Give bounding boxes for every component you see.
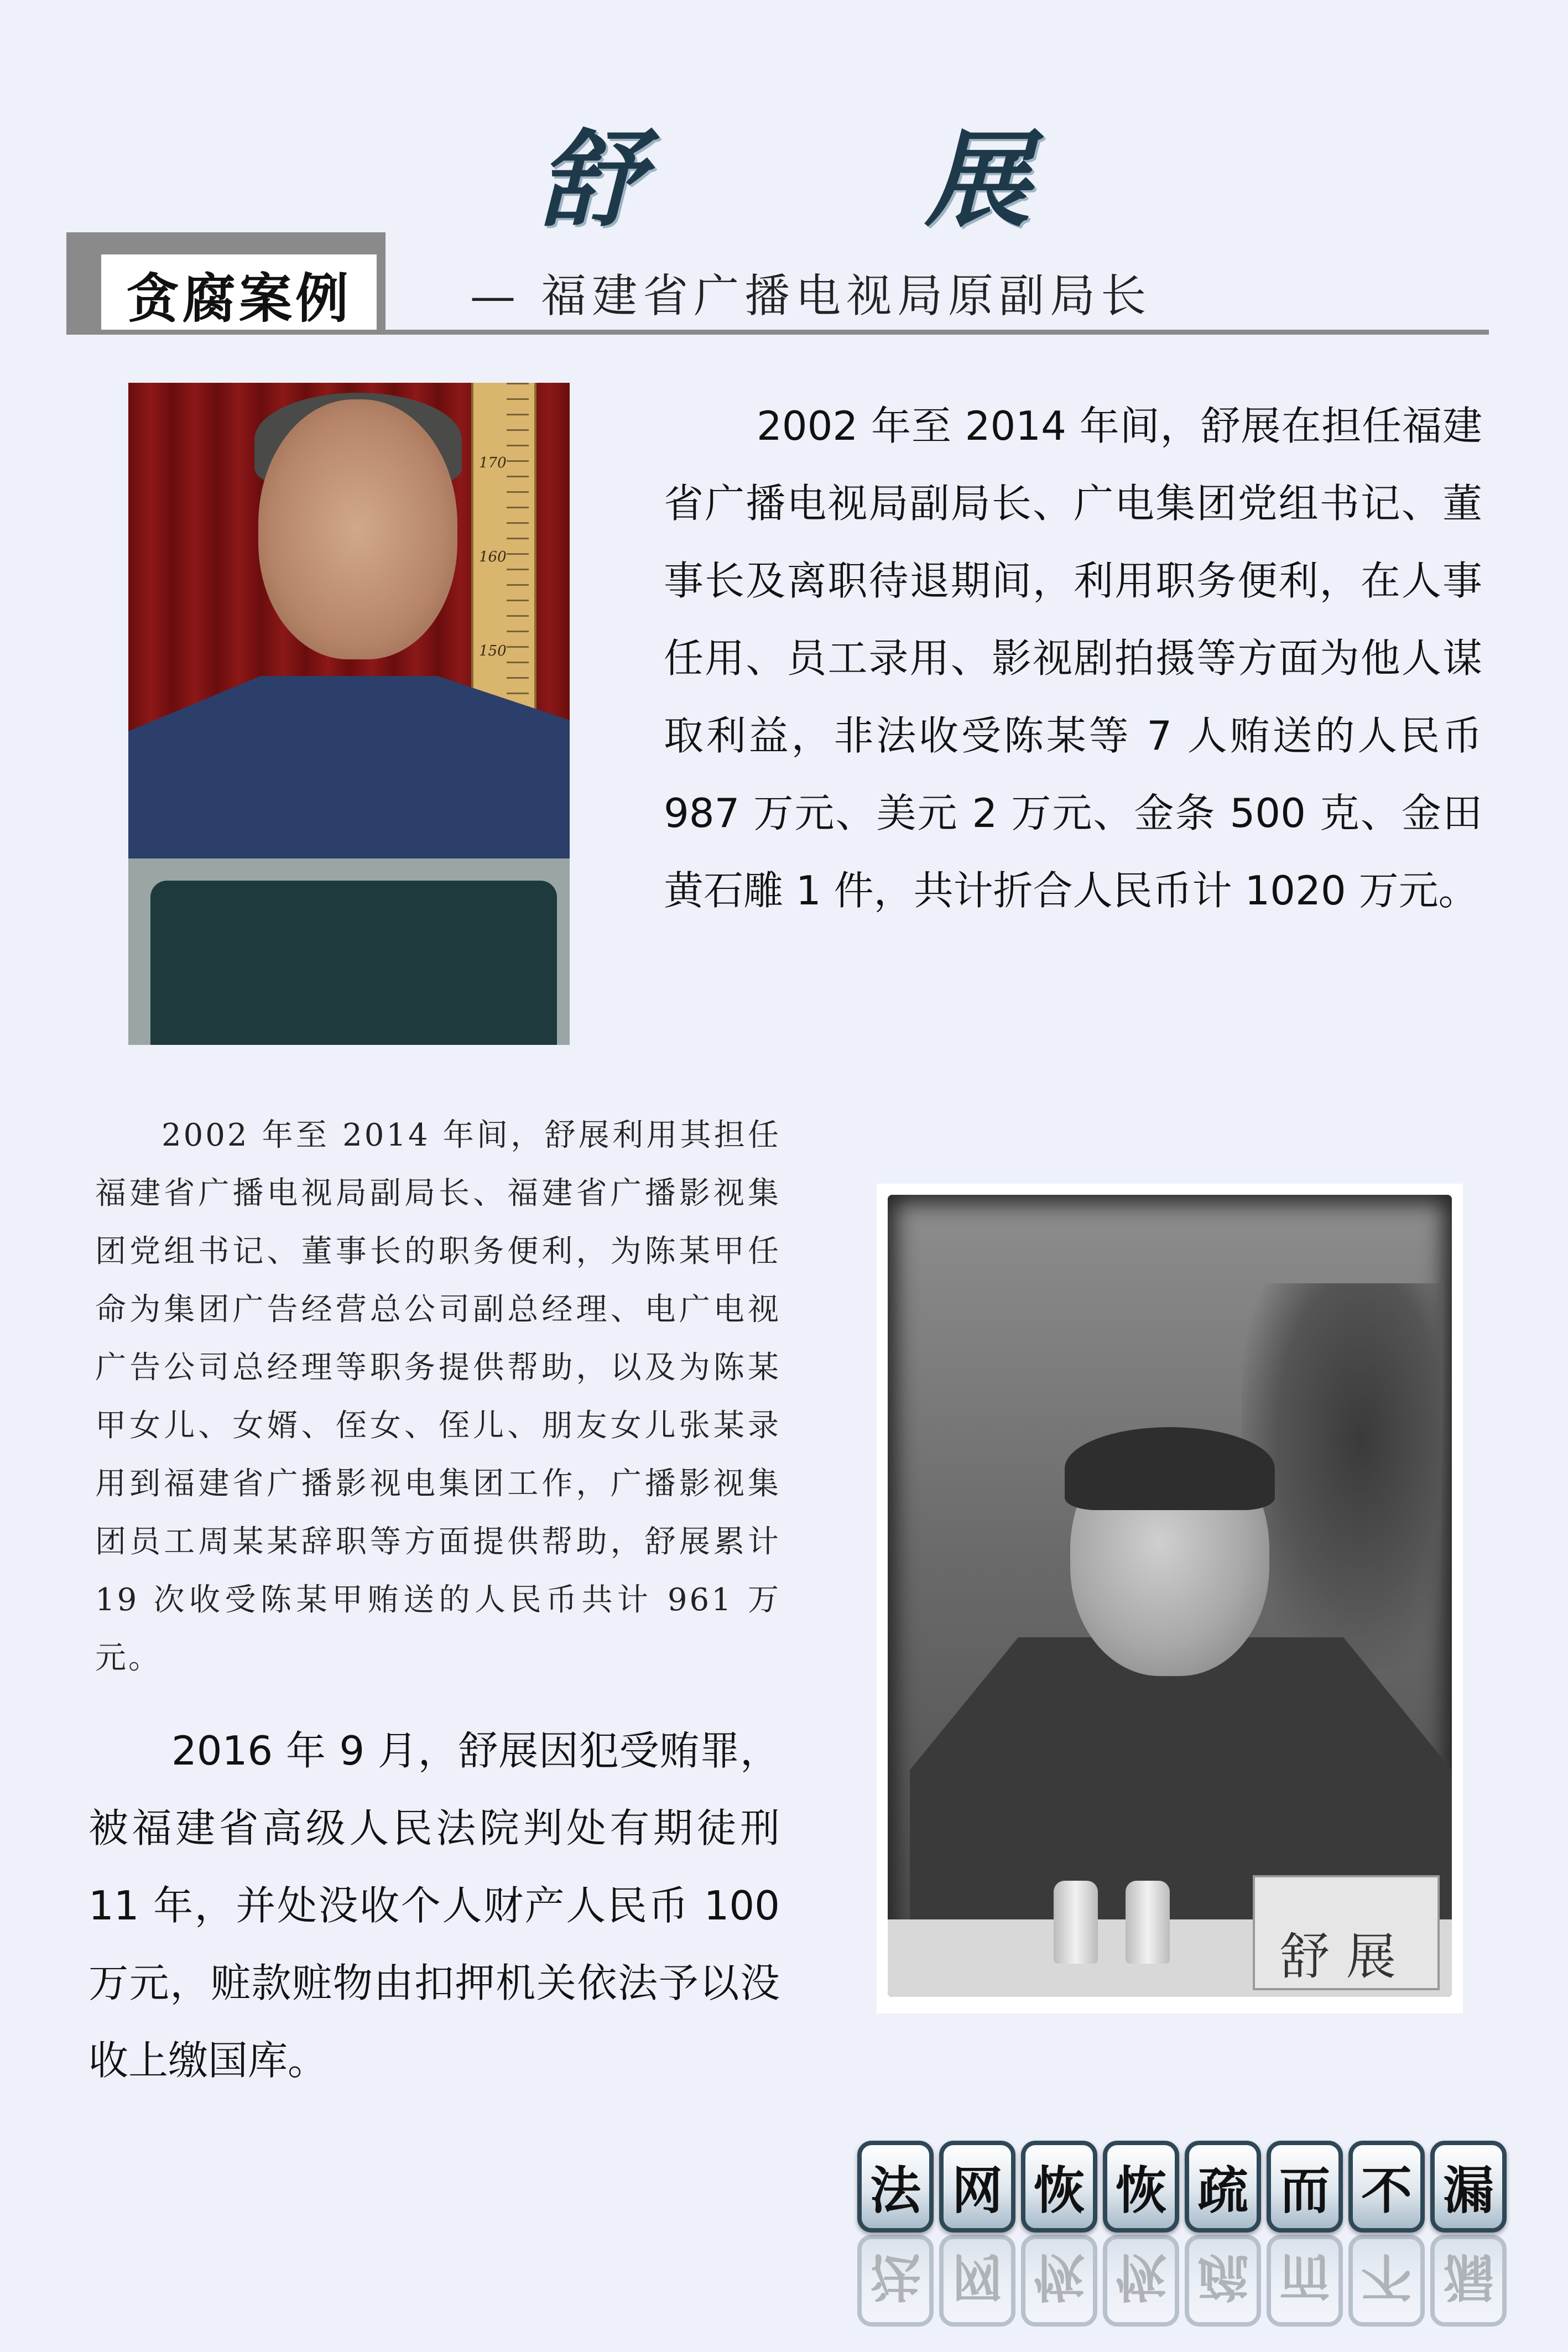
page-title: 舒 展	[538, 118, 1119, 241]
slogan-reflection-char: 法	[857, 2235, 934, 2327]
conference-photo	[877, 1184, 1463, 2013]
paragraph-verdict: 2016 年 9 月，舒展因犯受贿罪，被福建省高级人民法院判处有期徒刑 11 年，并处没收个人财产人民币 100 万元，赃款赃物由扣押机关依法予以没收上缴国库。	[88, 1727, 780, 2084]
mugshot-board-screen	[150, 881, 557, 1045]
slogan-char: 法	[857, 2141, 934, 2233]
mugshot-board	[128, 858, 570, 1045]
mugshot-photo	[128, 383, 570, 1045]
paragraph-details: 2002 年至 2014 年间，舒展利用其担任福建省广播电视局副局长、福建省广播影视集团党组书记、董事长的职务便利，为陈某甲任命为集团广告经营总公司副总经理、电广电视广告公司总经理等职务提供帮助，以及为陈某甲女儿、女婿、侄女、侄儿、朋友女儿张某录用到福建省广播影视电集团工作，广播影视集团员工周某某辞职等方面提供帮助，舒展累计 19 次收受陈某甲贿送的人民币共计 961 万元。	[95, 1117, 781, 1676]
slogan-reflection-char: 不	[1348, 2235, 1425, 2327]
slogan	[857, 2141, 1507, 2233]
slogan-char: 疏	[1185, 2141, 1261, 2233]
slogan-reflection-char: 疏	[1185, 2235, 1261, 2327]
slogan-reflection-char: 漏	[1430, 2235, 1507, 2327]
slogan-reflection-char: 恢	[1021, 2235, 1097, 2327]
ruler-mark: 170	[479, 455, 507, 471]
water-bottle	[1126, 1881, 1170, 1964]
photo-frame	[888, 1195, 1452, 1997]
slogan-char: 恢	[1021, 2141, 1097, 2233]
header-divider	[66, 330, 1489, 335]
slogan-char: 而	[1267, 2141, 1343, 2233]
slogan-char: 不	[1348, 2141, 1425, 2233]
water-bottle	[1054, 1881, 1098, 1964]
ruler-mark: 150	[479, 643, 507, 659]
person-hair	[1065, 1427, 1275, 1510]
slogan-char: 漏	[1430, 2141, 1507, 2233]
slogan-reflection	[857, 2235, 1507, 2327]
header-tag	[66, 232, 386, 335]
slogan-reflection-char: 网	[939, 2235, 1015, 2327]
ruler-mark: 160	[479, 549, 507, 565]
slogan-char: 恢	[1103, 2141, 1179, 2233]
slogan-reflection-char: 恢	[1103, 2235, 1179, 2327]
slogan-char: 网	[939, 2141, 1015, 2233]
slogan-reflection-char: 而	[1267, 2235, 1343, 2327]
paragraph-summary: 2002 年至 2014 年间，舒展在担任福建省广播电视局副局长、广电集团党组书记、董事长及离职待退期间，利用职务便利，在人事任用、员工录用、影视剧拍摄等方面为他人谋取利益，非法收受陈某等 7 人贿送的人民币 987 万元、美元 2 万元、金条 500 克、金田黄石雕 1 件，共计折合人民币计 1020 万元。	[664, 403, 1482, 914]
mugshot-face	[258, 399, 457, 659]
header-tag-label: 贪腐案例	[101, 254, 377, 335]
nameplate: 舒展	[1253, 1875, 1440, 1990]
header-subtitle: — 福建省广播电视局原副局长	[470, 270, 1152, 322]
